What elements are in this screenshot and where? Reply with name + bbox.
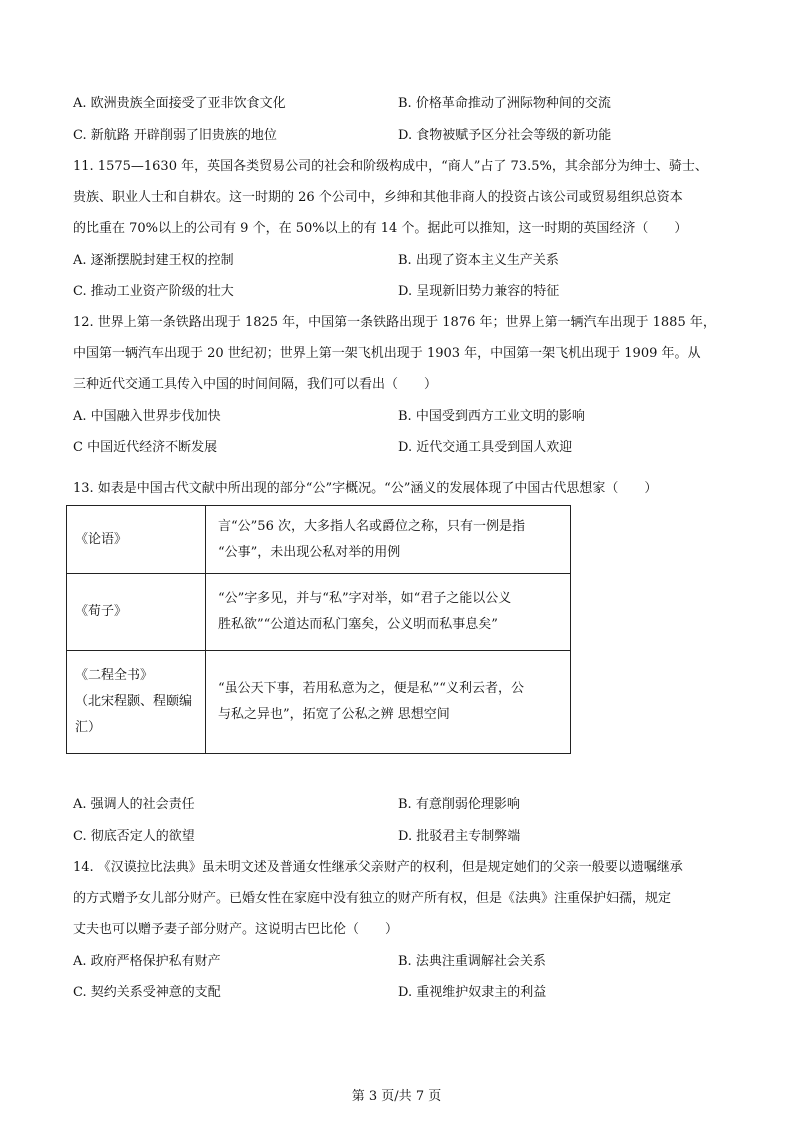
- q13-option-d: D. 批驳君主专制弊端: [398, 829, 521, 844]
- q12-option-a: A. 中国融入世界步伐加快: [73, 409, 221, 424]
- q14-stem-line-1: 14. 《汉谟拉比法典》虽未明文述及普通女性继承父亲财产的权利，但是规定她们的父亲一般要以遗嘱继承: [73, 860, 683, 875]
- q12-option-d: D. 近代交通工具受到国人欢迎: [398, 440, 573, 455]
- q14-stem-line-2: 的方式赠予女儿部分财产。已婚女性在家庭中没有独立的财产所有权，但是《法典》注重保护妇孺，规定: [73, 891, 672, 906]
- q11-stem-line-2: 贵族、职业人士和自耕农。这一时期的 26 个公司中，乡绅和其他非商人的投资占该公司或贸易组织总资本: [73, 190, 683, 205]
- table-row: [67, 651, 571, 754]
- content-line: “公”字多见，并与“私”字对举，如“君子之能以公义: [218, 591, 512, 606]
- source-line: 《二程全书》: [75, 668, 154, 683]
- content-line: “虽公天下事，若用私意为之，便是私”“义利云者，公: [218, 681, 524, 696]
- table-cell-content: [206, 574, 571, 651]
- table-row: [67, 506, 571, 574]
- q10-option-a: A. 欧洲贵族全面接受了亚非饮食文化: [73, 96, 286, 111]
- q10-option-d: D. 食物被赋予区分社会等级的新功能: [398, 128, 612, 143]
- q13-stem: 13. 如表是中国古代文献中所出现的部分“公”字概况。“公”涵义的发展体现了中国古代思想家（ ）: [73, 481, 658, 496]
- table-cell-content: [206, 506, 571, 574]
- q11-option-d: D. 呈现新旧势力兼容的特征: [398, 284, 560, 299]
- q13-option-a: A. 强调人的社会责任: [73, 797, 195, 812]
- q11-stem-line-3: 的比重在 70%以上的公司有 9 个，在 50%以上的有 14 个。据此可以推知，这一时期的英国经济（ ）: [73, 221, 688, 236]
- q10-option-b: B. 价格革命推动了洲际物种间的交流: [398, 96, 611, 111]
- source-line: 《荀子》: [75, 604, 128, 619]
- q12-stem-line-2: 中国第一辆汽车出现于 20 世纪初；世界上第一架飞机出现于 1903 年，中国第一架飞机出现于 1909 年。从: [73, 346, 701, 361]
- content-line: “公事”，未出现公私对举的用例: [218, 544, 401, 560]
- source-line: 《论语》: [75, 531, 128, 547]
- q13-option-b: B. 有意削弱伦理影响: [398, 797, 520, 812]
- source-line: （北宋程颢、程颐编: [75, 694, 193, 709]
- table-cell-source: [67, 651, 206, 754]
- table-cell-source: [67, 574, 206, 651]
- q12-stem-line-3: 三种近代交通工具传入中国的时间间隔，我们可以看出（ ）: [73, 377, 438, 392]
- q13-option-c: C. 彻底否定人的欲望: [73, 829, 195, 844]
- q12-stem-line-1: 12. 世界上第一条铁路出现于 1825 年，中国第一条铁路出现于 1876 年；世界上第一辆汽车出现于 1885 年，: [73, 315, 716, 330]
- q10-option-c: C. 新航路 开辟削弱了旧贵族的地位: [73, 128, 277, 143]
- table-cell-content: [206, 651, 571, 754]
- content-line: 言“公”56 次，大多指人名或爵位之称，只有一例是指: [218, 518, 525, 534]
- q14-stem-line-3: 丈夫也可以赠予妻子部分财产。这说明古巴比伦（ ）: [73, 922, 399, 937]
- table-row: [67, 574, 571, 651]
- q12-option-c: C 中国近代经济不断发展: [73, 440, 218, 455]
- table-cell-source: [67, 506, 206, 574]
- q11-stem-line-1: 11. 1575—1630 年，英国各类贸易公司的社会和阶级构成中，“商人”占了 73.5%，其余部分为绅士、骑士、: [73, 159, 708, 174]
- content-line: 与私之异也”，拓宽了公私之辨 思想空间: [218, 707, 450, 722]
- content-line: 胜私欲”“公道达而私门塞矣，公义明而私事息矣”: [218, 617, 498, 632]
- page-number: 第 3 页/共 7 页: [351, 1089, 442, 1104]
- q13-table: [66, 505, 571, 754]
- q14-option-b: B. 法典注重调解社会关系: [398, 954, 546, 969]
- q14-option-d: D. 重视维护奴隶主的利益: [398, 985, 547, 1000]
- q11-option-b: B. 出现了资本主义生产关系: [398, 253, 559, 268]
- q11-option-a: A. 逐渐摆脱封建王权的控制: [73, 253, 234, 268]
- q12-option-b: B. 中国受到西方工业文明的影响: [398, 409, 585, 424]
- source-line: 汇）: [75, 720, 102, 735]
- q11-option-c: C. 推动工业资产阶级的壮大: [73, 284, 234, 299]
- q14-option-a: A. 政府严格保护私有财产: [73, 954, 221, 969]
- q14-option-c: C. 契约关系受神意的支配: [73, 985, 221, 1000]
